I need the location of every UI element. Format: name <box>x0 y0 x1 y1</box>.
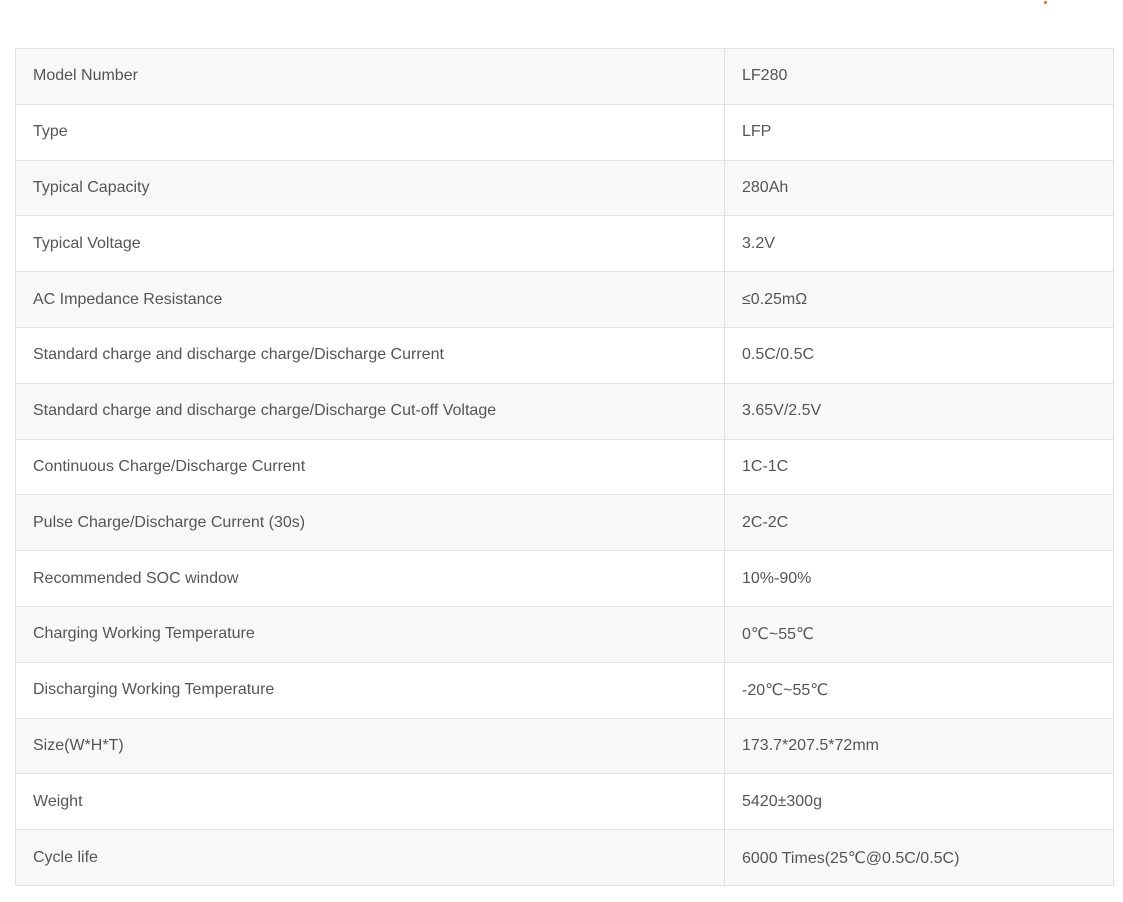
spec-label: Standard charge and discharge charge/Discharge Current <box>16 327 725 383</box>
spec-label: Pulse Charge/Discharge Current (30s) <box>16 495 725 551</box>
spec-value: 3.2V <box>725 216 1114 272</box>
spec-label: Standard charge and discharge charge/Discharge Cut-off Voltage <box>16 383 725 439</box>
table-row <box>16 160 1114 216</box>
spec-value: 5420±300g <box>725 774 1114 830</box>
spec-label: Continuous Charge/Discharge Current <box>16 439 725 495</box>
spec-value: 0℃~55℃ <box>725 606 1114 662</box>
spec-value: 280Ah <box>725 160 1114 216</box>
spec-value: LFP <box>725 104 1114 160</box>
spec-label: Typical Capacity <box>16 160 725 216</box>
spec-value: 173.7*207.5*72mm <box>725 718 1114 774</box>
spec-value: 10%-90% <box>725 551 1114 607</box>
spec-value: 6000 Times(25℃@0.5C/0.5C) <box>725 830 1114 886</box>
table-row <box>16 439 1114 495</box>
table-row <box>16 327 1114 383</box>
spec-label: Charging Working Temperature <box>16 606 725 662</box>
table-row <box>16 272 1114 328</box>
table-row <box>16 495 1114 551</box>
spec-label: Discharging Working Temperature <box>16 662 725 718</box>
spec-value: 1C-1C <box>725 439 1114 495</box>
spec-label: Model Number <box>16 49 725 105</box>
spec-label: Weight <box>16 774 725 830</box>
table-row <box>16 718 1114 774</box>
table-row <box>16 551 1114 607</box>
spec-label: Typical Voltage <box>16 216 725 272</box>
spec-label: Type <box>16 104 725 160</box>
spec-value: -20℃~55℃ <box>725 662 1114 718</box>
spec-value: LF280 <box>725 49 1114 105</box>
spec-label: Size(W*H*T) <box>16 718 725 774</box>
spec-table <box>15 48 1114 886</box>
table-row <box>16 830 1114 886</box>
spec-label: Cycle life <box>16 830 725 886</box>
table-row <box>16 49 1114 105</box>
table-row <box>16 774 1114 830</box>
spec-label: AC Impedance Resistance <box>16 272 725 328</box>
spec-label: Recommended SOC window <box>16 551 725 607</box>
table-row <box>16 662 1114 718</box>
spec-value: ≤0.25mΩ <box>725 272 1114 328</box>
table-row <box>16 606 1114 662</box>
accent-dot <box>1044 1 1047 4</box>
spec-value: 0.5C/0.5C <box>725 327 1114 383</box>
table-row <box>16 216 1114 272</box>
spec-value: 2C-2C <box>725 495 1114 551</box>
table-row <box>16 383 1114 439</box>
spec-value: 3.65V/2.5V <box>725 383 1114 439</box>
table-row <box>16 104 1114 160</box>
